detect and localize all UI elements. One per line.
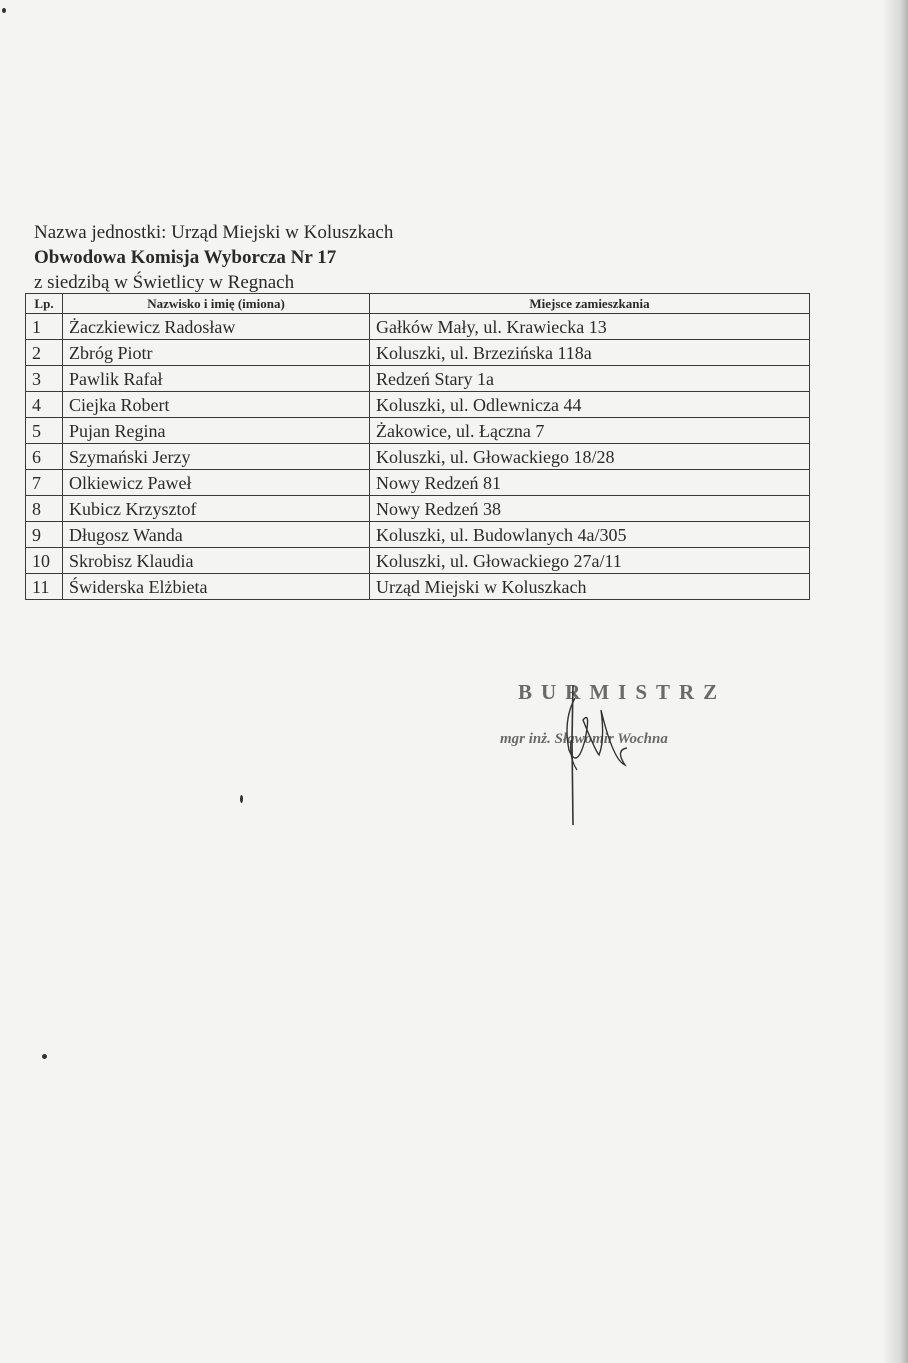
member-name: Długosz Wanda (63, 522, 370, 548)
member-address: Koluszki, ul. Głowackiego 18/28 (370, 444, 810, 470)
handwritten-signature (555, 680, 645, 830)
table-row (26, 548, 810, 574)
document-header (34, 220, 393, 295)
member-address: Nowy Redzeń 38 (370, 496, 810, 522)
page-edge-shadow (882, 0, 908, 1363)
member-address: Koluszki, ul. Budowlanych 4a/305 (370, 522, 810, 548)
table-row (26, 418, 810, 444)
unit-name: Nazwa jednostki: Urząd Miejski w Koluszkach (34, 222, 394, 243)
member-name: Pawlik Rafał (63, 366, 370, 392)
commission-title: Obwodowa Komisja Wyborcza Nr 17 (34, 247, 337, 268)
table-row (26, 392, 810, 418)
member-name: Szymański Jerzy (63, 444, 370, 470)
row-number: 9 (26, 522, 63, 548)
table-row (26, 366, 810, 392)
table-row (26, 574, 810, 600)
row-number: 8 (26, 496, 63, 522)
table-row (26, 522, 810, 548)
member-name: Skrobisz Klaudia (63, 548, 370, 574)
row-number: 2 (26, 340, 63, 366)
scan-speck (42, 1054, 47, 1059)
table-body (26, 314, 810, 600)
row-number: 5 (26, 418, 63, 444)
member-name: Ciejka Robert (63, 392, 370, 418)
row-number: 4 (26, 392, 63, 418)
member-address: Koluszki, ul. Głowackiego 27a/11 (370, 548, 810, 574)
table-row (26, 314, 810, 340)
column-header-address: Miejsce zamieszkania (370, 294, 810, 314)
column-header-name: Nazwisko i imię (imiona) (63, 294, 370, 314)
table-row (26, 444, 810, 470)
scan-speck (2, 8, 6, 13)
column-header-lp: Lp. (26, 294, 63, 314)
member-address: Koluszki, ul. Brzezińska 118a (370, 340, 810, 366)
row-number: 3 (26, 366, 63, 392)
member-address: Urząd Miejski w Koluszkach (370, 574, 810, 600)
member-name: Kubicz Krzysztof (63, 496, 370, 522)
member-name: Olkiewicz Paweł (63, 470, 370, 496)
member-name: Pujan Regina (63, 418, 370, 444)
table-row (26, 496, 810, 522)
row-number: 10 (26, 548, 63, 574)
member-address: Gałków Mały, ul. Krawiecka 13 (370, 314, 810, 340)
member-address: Nowy Redzeń 81 (370, 470, 810, 496)
members-table (25, 293, 810, 600)
member-name: Zbróg Piotr (63, 340, 370, 366)
member-address: Koluszki, ul. Odlewnicza 44 (370, 392, 810, 418)
table-row (26, 340, 810, 366)
row-number: 1 (26, 314, 63, 340)
member-address: Redzeń Stary 1a (370, 366, 810, 392)
member-address: Żakowice, ul. Łączna 7 (370, 418, 810, 444)
scan-speck (240, 795, 243, 803)
stamp-title: BURMISTRZ (518, 680, 727, 704)
stamp-name: mgr inż. Sławomir Wochna (500, 731, 668, 747)
member-name: Żaczkiewicz Radosław (63, 314, 370, 340)
row-number: 6 (26, 444, 63, 470)
table-header-row (26, 294, 810, 314)
row-number: 7 (26, 470, 63, 496)
table-row (26, 470, 810, 496)
commission-seat: z siedzibą w Świetlicy w Regnach (34, 272, 295, 293)
row-number: 11 (26, 574, 63, 600)
member-name: Świderska Elżbieta (63, 574, 370, 600)
